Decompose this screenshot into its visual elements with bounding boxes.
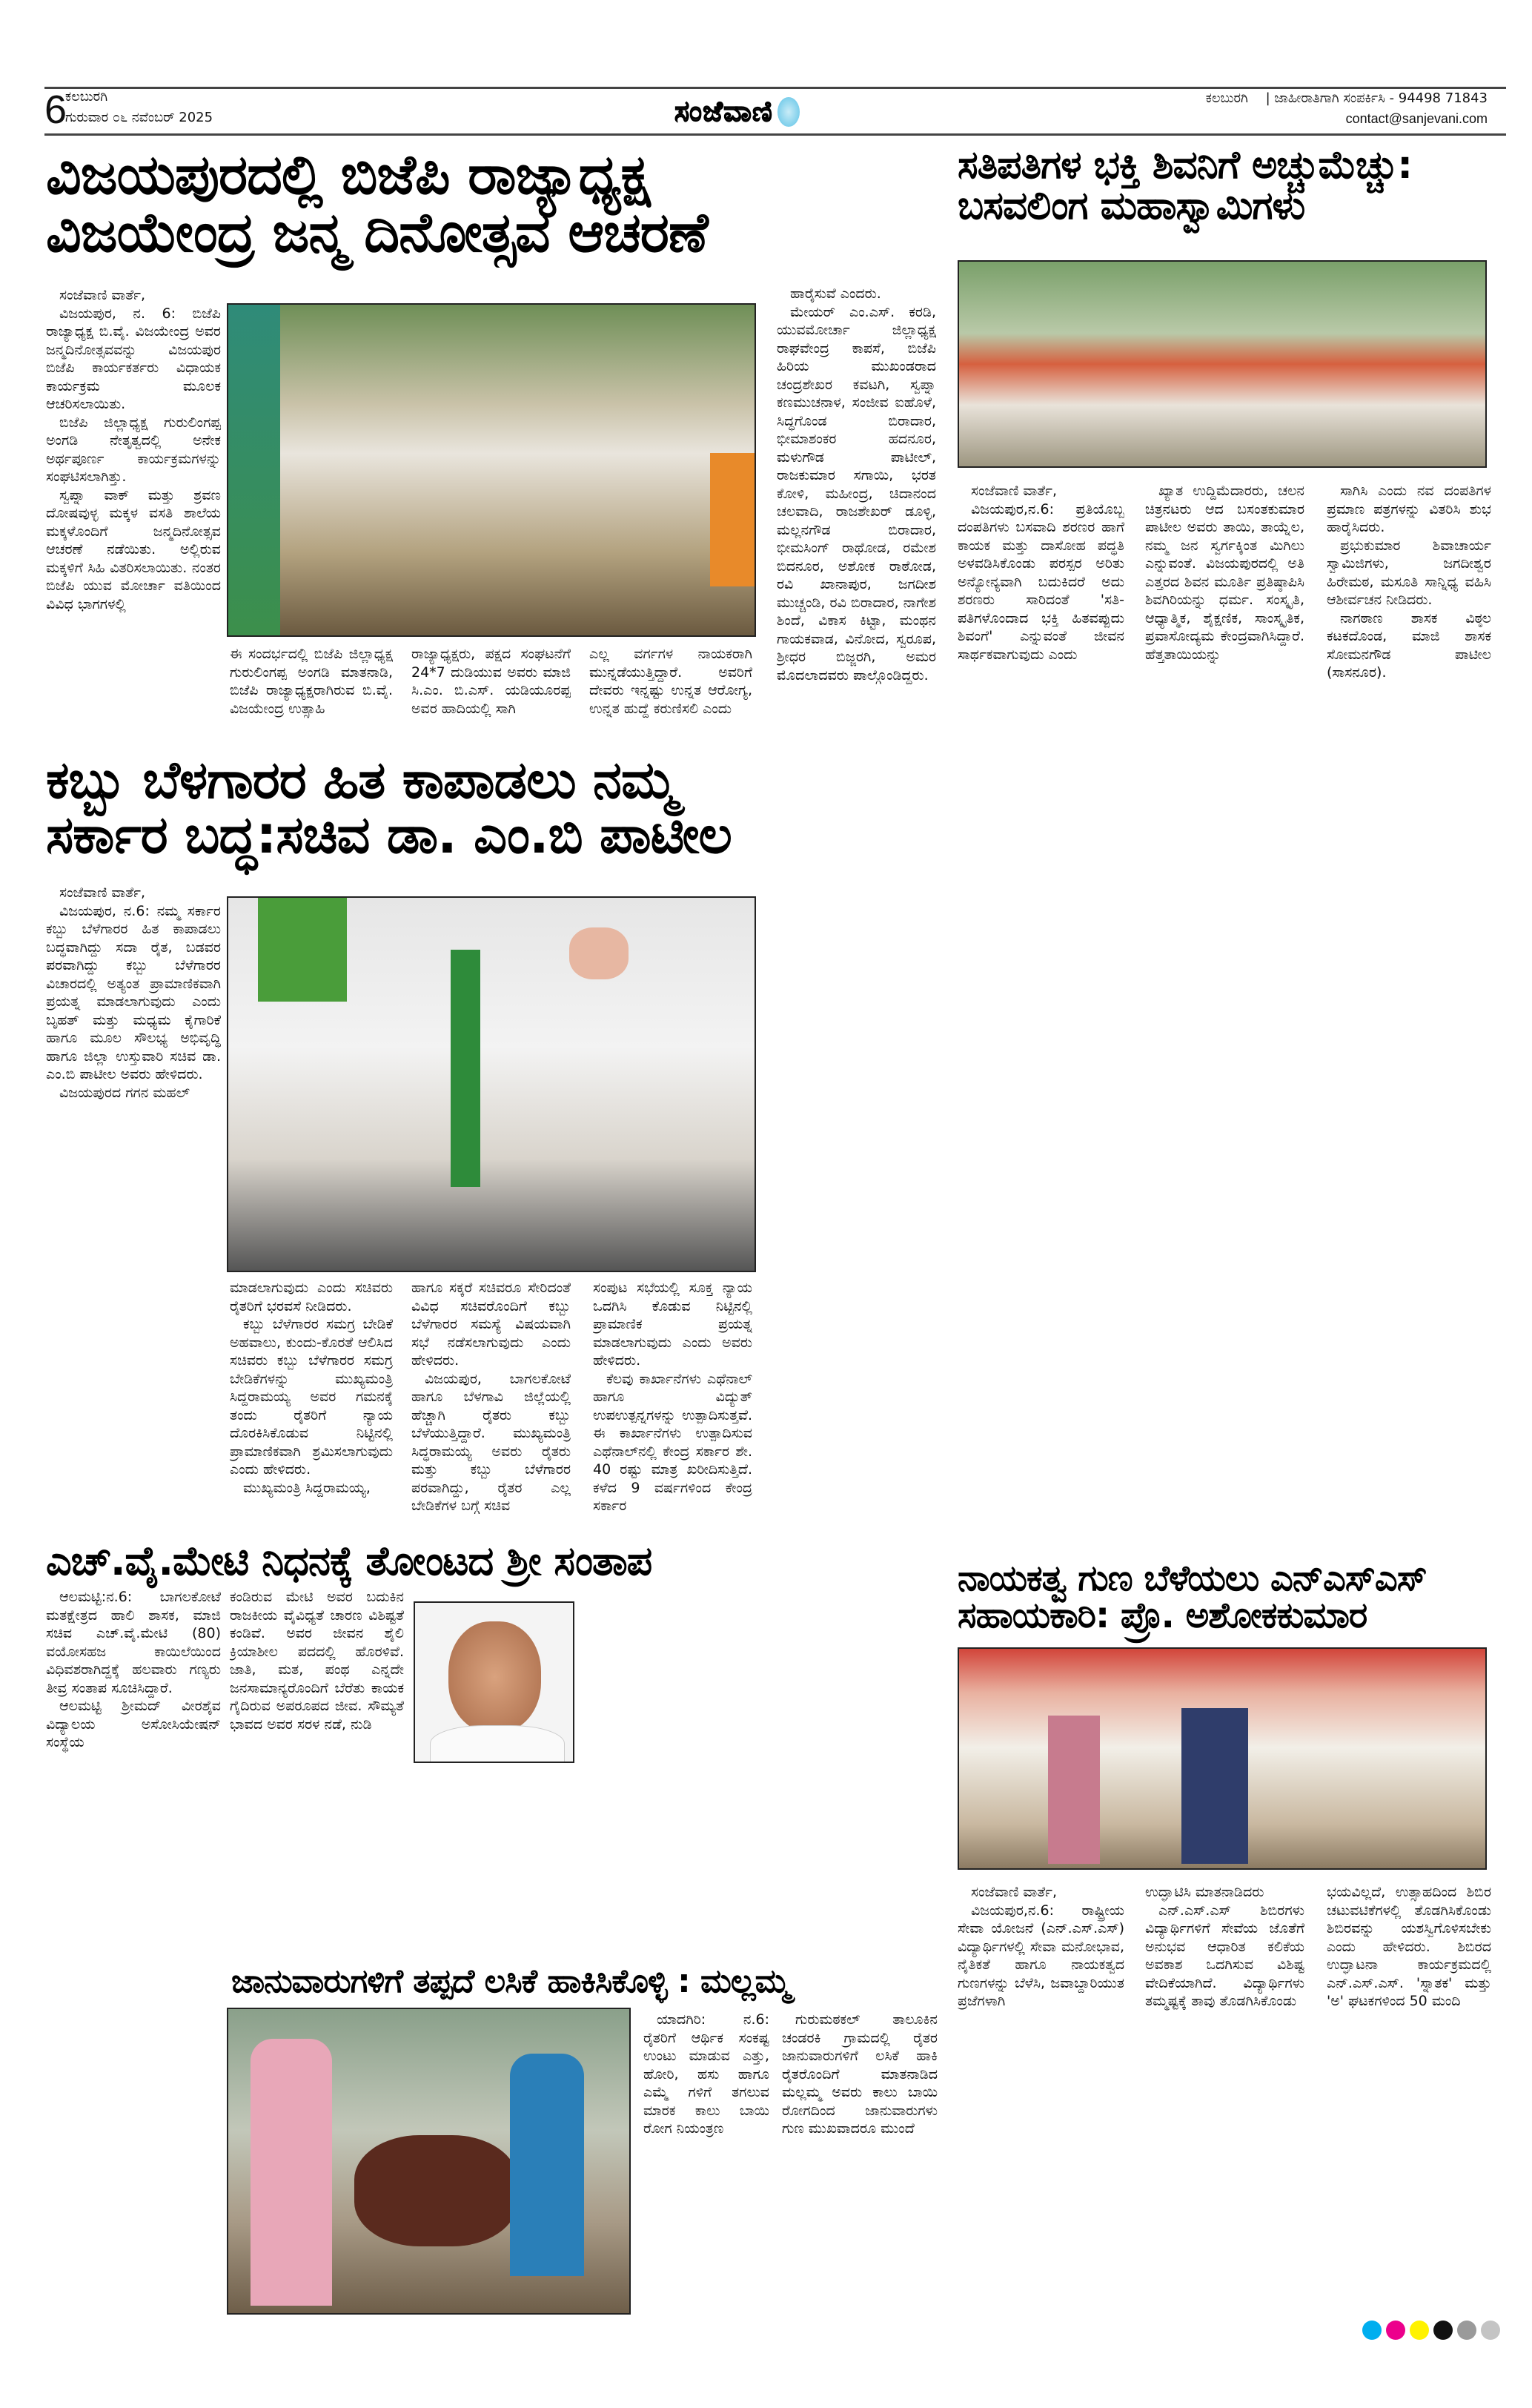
basavalinga-col-1 bbox=[958, 482, 1124, 1527]
paragraph: ಸಂಜೆವಾಣಿ ವಾರ್ತೆ, bbox=[59, 884, 146, 901]
header-right-city bbox=[1206, 90, 1488, 106]
paragraph: ನಾಗಠಾಣ ಶಾಸಕ ವಿಠ್ಠಲ ಕಟಕದೊಂಡ, ಮಾಜಿ ಶಾಸಕ ಸೋಮನಗೌಡ ಪಾಟೀಲ (ಸಾಸನೂರ). bbox=[1327, 609, 1491, 681]
logo-text: ಸಂಜೆವಾಣಿ bbox=[674, 95, 773, 128]
paragraph: ಸಂಜೆವಾಣಿ ವಾರ್ತೆ, bbox=[59, 287, 146, 303]
paragraph: ವಿಜಯಪುರದ ಗಗನ ಮಹಲ್ bbox=[59, 1084, 190, 1101]
paragraph: ಮೇಯರ್ ಎಂ.ಎಸ್. ಕರಡಿ, ಯುವಮೋರ್ಚಾ ಜಿಲ್ಲಾಧ್ಯಕ್ಷ ರಾಘವೇಂದ್ರ ಕಾಪಸೆ, ಬಿಜೆಪಿ ಹಿರಿಯ ಮುಖಂಡರಾದ ಚಂದ್ರಶೇಖರ ಕವಟಗಿ, ಸ್ವಪ್ನಾ ಕಣಮುಚನಾಳ, ಸಂಜೀವ ಐಹೊಳೆ, ಸಿದ್ಧಗೊಂಡ ಬಿರಾದಾರ, ಭೀಮಾಶಂಕರ ಹದನೂರ, ಮಳುಗೌಡ ಪಾಟೀಲ್, ರಾಜಕುಮಾರ ಸಗಾಯಿ, ಭರತ ಕೋಳಿ, ಮಹೀಂದ್ರ, ಚಿದಾನಂದ ಚಲವಾದಿ, ರಾಜಶೇಖರ್ ಡೂಳ್ಳಿ, ಮಲ್ಲನಗೌಡ ಬಿರಾದಾರ, ಭೀಮಸಿಂಗ್ ರಾಥೋಡ, ರಮೇಶ ಬಿದನೂರ, ಅಶೋಕ ರಾಠೋಡ, ರವಿ ಖಾನಾಪುರ, ಜಗದೀಶ ಮುಚ್ಚಂಡಿ, ರವಿ ಬಿರಾದಾರ, ನಾಗೇಶ ಶಿಂದೆ, ವಿಕಾಸ ಕಿಟ್ಟಾ, ಮಂಥನ ಗಾಯಕವಾಡ, ವಿನೋದ, ಸ್ವರೂಪ, ಶ್ರೀಧರ ಬಿಜ್ಜರಗಿ, ಅಮರ ಮೊದಲಾದವರು ಪಾಲ್ಗೊಂಡಿದ್ದರು. bbox=[777, 303, 936, 684]
vijayendra-caption-col-3: ಎಲ್ಲ ವರ್ಗಗಳ ನಾಯಕರಾಗಿ ಮುನ್ನಡೆಯುತ್ತಿದ್ದಾರೆ. ಅವರಿಗೆ ದೇವರು ಇನ್ನಷ್ಟು ಉನ್ನತ ಆರೋಗ್ಯ, ಉನ್ನತ ಹುದ್ದೆ ಕರುಣಿಸಲಿ ಎಂದು bbox=[589, 646, 752, 717]
vijayendra-caption-col-2: ರಾಜ್ಯಾಧ್ಯಕ್ಷರು, ಪಕ್ಷದ ಸಂಘಟನೆಗೆ 24*7 ದುಡಿಯುವ ಅವರು ಮಾಜಿ ಸಿ.ಎಂ. ಬಿ.ಎಸ್. ಯಡಿಯೂರಪ್ಪ ಅವರ ಹಾದಿಯಲ್ಲಿ ಸಾಗಿ bbox=[411, 646, 571, 717]
photo-couples-ceremony bbox=[958, 260, 1487, 468]
magenta-dot bbox=[1386, 2321, 1405, 2340]
paragraph: ಸಂಪುಟ ಸಭೆಯಲ್ಲಿ ಸೂಕ್ತ ನ್ಯಾಯ ಒದಗಿಸಿ ಕೊಡುವ ನಿಟ್ಟಿನಲ್ಲಿ ಪ್ರಾಮಾಣಿಕ ಪ್ರಯತ್ನ ಮಾಡಲಾಗುವುದು ಎಂದು ಅವರು ಹೇಳಿದರು. bbox=[593, 1280, 752, 1369]
headline-line: ಕಬ್ಬು ಬೆಳಗಾರರ ಹಿತ ಕಾಪಾಡಲು ನಮ್ಮ bbox=[46, 750, 677, 810]
lasike-col-2 bbox=[782, 2011, 938, 2322]
nss-col-3 bbox=[1327, 1883, 1491, 2328]
headline-vijayendra bbox=[46, 143, 943, 265]
paragraph: ಸಂಜೆವಾಣಿ ವಾರ್ತೆ, bbox=[971, 1884, 1058, 1900]
lasike-col-1 bbox=[643, 2011, 769, 2322]
meti-col-1 bbox=[46, 1588, 221, 2329]
paragraph: ವಿಜಯಪುರ,ನ.6: ಪ್ರತಿಯೊಬ್ಬ ದಂಪತಿಗಳು ಬಸವಾದಿ ಶರಣರ ಹಾಗೆ ಕಾಯಕ ಮತ್ತು ದಾಸೋಹ ಪದ್ಧತಿ ಅಳವಡಿಸಿಕೊಂಡು ಪರಸ್ಪರ ಅರಿತು ಅನ್ಯೋನ್ಯವಾಗಿ ಬದುಕಿದರೆ ಅದು ಶರಣರು ಸಾರಿದಂತೆ 'ಸತಿ-ಪತಿಗಳೊಂದಾದ ಭಕ್ತಿ ಹಿತವಪ್ಪುದು ಶಿವಂಗೆ' ಎನ್ನುವಂತೆ ಜೀವನ ಸಾರ್ಥಕವಾಗುವುದು ಎಂದು bbox=[958, 500, 1124, 663]
yellow-dot bbox=[1410, 2321, 1429, 2340]
paragraph: ಮಾಡಲಾಗುವುದು ಎಂದು ಸಚಿವರು ರೈತರಿಗೆ ಭರವಸೆ ನೀಡಿದರು. bbox=[230, 1280, 393, 1314]
headline-line: ಸತಿಪತಿಗಳ ಭಕ್ತಿ ಶಿವನಿಗೆ ಅಚ್ಚುಮೆಚ್ಚು: bbox=[958, 143, 1413, 188]
vijayendra-col-right bbox=[777, 285, 936, 752]
headline-kabbu bbox=[46, 750, 943, 865]
headline-line: ಸಹಾಯಕಾರಿ: ಪ್ರೊ. ಅಶೋಕಕುಮಾರ bbox=[958, 1595, 1367, 1637]
vijayendra-col-left bbox=[46, 286, 221, 746]
kabbu-col-3 bbox=[593, 1279, 752, 1531]
paragraph: ಯಾದಗಿರಿ: ನ.6: ರೈತರಿಗೆ ಆರ್ಥಿಕ ಸಂಕಷ್ಟ ಉಂಟು ಮಾಡುವ ಎತ್ತು, ಹೋರಿ, ಹಸು ಹಾಗೂ ಎಮ್ಮೆ ಗಳಿಗೆ ತಗಲುವ ಮಾರಕ ಕಾಲು ಬಾಯಿ ರೋಗ ನಿಯಂತ್ರಣ bbox=[643, 2011, 769, 2137]
paragraph: ಎನ್.ಎಸ್.ಎಸ್ ಶಿಬಿರಗಳು ವಿದ್ಯಾರ್ಥಿಗಳಿಗೆ ಸೇವೆಯ ಜೊತೆಗೆ ಅನುಭವ ಆಧಾರಿತ ಕಲಿಕೆಯ ಅವಕಾಶ ಒದಗಿಸುವ ವಿಶಿಷ್ಟ ವೇದಿಕೆಯಾಗಿದೆ. ವಿದ್ಯಾರ್ಥಿಗಳು ತಮ್ಮಷ್ಟಕ್ಕೆ ತಾವು ತೊಡಗಿಸಿಕೊಂಡು bbox=[1145, 1902, 1304, 2009]
paragraph: ಖ್ಯಾತ ಉದ್ದಿಮೆದಾರರು, ಚಲನ ಚಿತ್ರನಟರು ಆದ ಬಸಂತಕುಮಾರ ಪಾಟೀಲ ಅವರು ತಾಯಿ, ತಾಯ್ನೆಲ, ನಮ್ಮ ಜನ ಸ್ವರ್ಗಕ್ಕಿಂತ ಮಿಗಿಲು ಎನ್ನುವಂತೆ. ವಿಜಯಪುರದಲ್ಲಿ ಅತಿ ಎತ್ತರದ ಶಿವನ ಮೂರ್ತಿ ಪ್ರತಿಷ್ಠಾಪಿಸಿ ಶಿವಗಿರಿಯನ್ನು ಧರ್ಮ. ಸಂಸ್ಕೃತಿ, ಆಧ್ಯಾತ್ಮಿಕ, ಶೈಕ್ಷಣಿಕ, ಸಾಂಸ್ಕೃತಿಕ, ಪ್ರವಾಸೋದ್ಯಮ ಕೇಂದ್ರವಾಗಿಸಿದ್ದಾರೆ. ಹೆತ್ತತಾಯಿಯನ್ನು bbox=[1145, 483, 1304, 663]
paragraph: ವಿಜಯಪುರ, ಬಾಗಲಕೋಟೆ ಹಾಗೂ ಬೆಳಗಾವಿ ಜಿಲ್ಲೆಯಲ್ಲಿ ಹೆಚ್ಚಾಗಿ ರೈತರು ಕಬ್ಬು ಬೆಳೆಯುತ್ತಿದ್ದಾರೆ. ಮುಖ್ಯಮಂತ್ರಿ ಸಿದ್ಧರಾಮಯ್ಯ ಅವರು ರೈತರು ಮತ್ತು ಕಬ್ಬು ಬೆಳೆಗಾರರ ಪರವಾಗಿದ್ದು, ರೈತರ ಎಲ್ಲ ಬೇಡಿಕೆಗಳ ಬಗ್ಗೆ ಸಚಿವ bbox=[411, 1370, 571, 1514]
photo-minister-meeting bbox=[227, 896, 756, 1272]
issue-date: ಗುರುವಾರ ೦೬ ನವೆಂಬರ್ 2025 bbox=[65, 110, 213, 125]
contact-email[interactable]: contact@sanjevani.com bbox=[1345, 111, 1488, 126]
paragraph: ಕಬ್ಬು ಬೆಳೆಗಾರರ ಸಮಗ್ರ ಬೇಡಿಕೆ ಅಹವಾಲು, ಕುಂದು-ಕೊರತೆ ಆಲಿಸಿದ ಸಚಿವರು ಕಬ್ಬು ಬೆಳೆಗಾರರ ಸಮಗ್ರ ಬೇಡಿಕೆಗಳನ್ನು ಮುಖ್ಯಮಂತ್ರಿ ಸಿದ್ದರಾಮಯ್ಯ ಅವರ ಗಮನಕ್ಕೆ ತಂದು ರೈತರಿಗೆ ನ್ಯಾಯ ದೊರಕಿಸಿಕೊಡುವ ನಿಟ್ಟಿನಲ್ಲಿ ಪ್ರಾಮಾಣಿಕವಾಗಿ ಶ್ರಮಿಸಲಾಗುವುದು ಎಂದು ಹೇಳಿದರು. bbox=[230, 1316, 393, 1478]
newspaper-logo bbox=[674, 95, 800, 128]
logo-emblem-icon bbox=[777, 97, 800, 127]
portrait-hy-meti bbox=[414, 1601, 574, 1763]
vijayendra-caption-col-1: ಈ ಸಂದರ್ಭದಲ್ಲಿ ಬಿಜೆಪಿ ಜಿಲ್ಲಾಧ್ಯಕ್ಷ ಗುರುಲಿಂಗಪ್ಪ ಅಂಗಡಿ ಮಾತನಾಡಿ, ಬಿಜೆಪಿ ರಾಜ್ಯಾಧ್ಯಕ್ಷರಾಗಿರುವ ಬಿ.ವೈ. ವಿಜಯೇಂದ್ರ ಉತ್ಸಾಹಿ bbox=[230, 646, 393, 717]
paragraph: ವಿಜಯಪುರ,ನ.6: ರಾಷ್ಟ್ರೀಯ ಸೇವಾ ಯೋಜನೆ (ಎನ್.ಎಸ್.ಎಸ್) ವಿದ್ಯಾರ್ಥಿಗಳಲ್ಲಿ ಸೇವಾ ಮನೋಭಾವ, ನೈತಿಕತೆ ಹಾಗೂ ನಾಯಕತ್ವದ ಗುಣಗಳನ್ನು ಬೆಳೆಸಿ, ಜವಾಬ್ದಾರಿಯುತ ಪ್ರಜೆಗಳಾಗಿ bbox=[958, 1902, 1124, 2009]
paragraph: ಉದ್ಘಾಟಿಸಿ ಮಾತನಾಡಿದರು bbox=[1145, 1884, 1264, 1900]
headline-lasike: ಜಾನುವಾರುಗಳಿಗೆ ತಪ್ಪದೆ ಲಸಿಕೆ ಹಾಕಿಸಿಕೊಳ್ಳಿ : ಮಲ್ಲಮ್ಮ bbox=[231, 1962, 790, 2000]
paragraph: ಆಲಮಟ್ಟಿ ಶ್ರೀಮದ್ ವೀರಶೈವ ವಿದ್ಯಾಲಯ ಅಸೋಸಿಯೇಷನ್ ಸಂಸ್ಥೆಯ bbox=[46, 1698, 221, 1750]
light-grey-dot bbox=[1481, 2321, 1500, 2340]
kabbu-col-1 bbox=[230, 1279, 393, 1531]
masthead-top-rule bbox=[44, 87, 1506, 89]
masthead-bottom-rule bbox=[44, 133, 1506, 136]
paragraph: ಸಂಜೆವಾಣಿ ವಾರ್ತೆ, bbox=[971, 483, 1058, 499]
paragraph: ಹಾಗೂ ಸಕ್ಕರೆ ಸಚಿವರೂ ಸೇರಿದಂತೆ ವಿವಿಧ ಸಚಿವರೊಂದಿಗೆ ಕಬ್ಬು ಬೆಳೆಗಾರರ ಸಮಸ್ಯೆ ವಿಷಯವಾಗಿ ಸಭೆ ನಡೆಸಲಾಗುವುದು ಎಂದು ಹೇಳಿದರು. bbox=[411, 1280, 571, 1369]
headline-line: ಸರ್ಕಾರ ಬದ್ಧ:ಸಚಿವ ಡಾ. ಎಂ.ಬಿ ಪಾಟೀಲ bbox=[46, 804, 732, 865]
ad-contact: | ಜಾಹೀರಾತಿಗಾಗಿ ಸಂಪರ್ಕಿಸಿ - 94498 71843 bbox=[1265, 90, 1488, 106]
headline-line: ವಿಜಯೇಂದ್ರ ಜನ್ಮ ದಿನೋತ್ಸವ ಆಚರಣೆ bbox=[46, 200, 708, 265]
paragraph: ವಿಜಯಪುರ, ನ. 6: ಬಿಜೆಪಿ ರಾಜ್ಯಾಧ್ಯಕ್ಷ ಬಿ.ವೈ. ವಿಜಯೇಂದ್ರ ಅವರ ಜನ್ಮದಿನೋತ್ಸವವನ್ನು ವಿಜಯಪುರ ಬಿಜೆಪಿ ಕಾರ್ಯಕರ್ತರು ವಿಧಾಯಕ ಕಾರ್ಯಕ್ರಮ ಮೂಲಕ ಆಚರಿಸಲಾಯಿತು. bbox=[46, 305, 221, 412]
paragraph: ಪ್ರಭುಕುಮಾರ ಶಿವಾಚಾರ್ಯ ಸ್ವಾಮಿಜಿಗಳು, ಜಗದೀಶ್ವರ ಹಿರೇಮಠ, ಮಸೂತಿ ಸಾನ್ನಿಧ್ಯ ವಹಿಸಿ ಆಶೀರ್ವಚನ ನೀಡಿದರು. bbox=[1327, 537, 1491, 608]
edition-city: ಕಲಬುರಗಿ bbox=[65, 89, 108, 105]
print-color-marks bbox=[1358, 2321, 1500, 2343]
black-dot bbox=[1433, 2321, 1453, 2340]
kabbu-col-2 bbox=[411, 1279, 571, 1531]
kabbu-col-left bbox=[46, 884, 221, 1529]
headline-line: ಬಸವಲಿಂಗ ಮಹಾಸ್ವಾಮಿಗಳು bbox=[958, 183, 1305, 228]
paragraph: ಹಾರೈಸುವೆ ಎಂದರು. bbox=[790, 285, 881, 302]
paragraph: ವಿಜಯಪುರ, ನ.6: ನಮ್ಮ ಸರ್ಕಾರ ಕಬ್ಬು ಬೆಳೆಗಾರರ ಹಿತ ಕಾಪಾಡಲು ಬದ್ಧವಾಗಿದ್ದು ಸದಾ ರೈತ, ಬಡವರ ಪರವಾಗಿದ್ದು ಕಬ್ಬು ಬೆಳೆಗಾರರ ವಿಚಾರದಲ್ಲಿ ಅತ್ಯಂತ ಪ್ರಾಮಾಣಿಕವಾಗಿ ಪ್ರಯತ್ನ ಮಾಡಲಾಗುವುದು ಎಂದು ಬೃಹತ್ ಮತ್ತು ಮಧ್ಯಮ ಕೈಗಾರಿಕೆ ಹಾಗೂ ಮೂಲ ಸೌಲಭ್ಯ ಅಭಿವೃದ್ಧಿ ಹಾಗೂ ಜಿಲ್ಲಾ ಉಸ್ತುವಾರಿ ಸಚಿವ ಡಾ. ಎಂ.ಬಿ ಪಾಟೀಲ ಅವರು ಹೇಳಿದರು. bbox=[46, 902, 221, 1082]
page-number: 6 bbox=[44, 87, 67, 132]
paragraph: ಕಂಡಿರುವ ಮೇಟಿ ಅವರ ಬದುಕಿನ ರಾಜಕೀಯ ವೈವಿಧ್ಯತೆ ಚಾರಣ ವಿಶಿಷ್ಟತೆ ಕಂಡಿವೆ. ಅವರ ಜೀವನ ಶೈಲಿ ಕ್ರಿಯಾಶೀಲ ಪದದಲ್ಲಿ ಹೊರಳಿವೆ. ಜಾತಿ, ಮತ, ಪಂಥ ಎನ್ನದೇ ಜನಸಾಮಾನ್ಯರೊಂದಿಗೆ ಬೆರೆತು ಕಾಯಕ ಗೈದಿರುವ ಅಪರೂಪದ ಜೀವ. ಸೌಮ್ಯತೆ ಭಾವದ ಅವರ ಸರಳ ನಡೆ, ನುಡಿ bbox=[230, 1589, 404, 1733]
headline-basavalinga bbox=[958, 145, 1491, 226]
cyan-dot bbox=[1362, 2321, 1382, 2340]
basavalinga-col-2 bbox=[1145, 482, 1304, 1527]
nss-col-2 bbox=[1145, 1883, 1304, 2328]
paragraph: ಆಲಮಟ್ಟಿ:ನ.6: ಬಾಗಲಕೋಟೆ ಮತಕ್ಷೇತ್ರದ ಹಾಲಿ ಶಾಸಕ, ಮಾಜಿ ಸಚಿವ ಎಚ್.ವೈ.ಮೇಟಿ (80) ವಯೋಸಹಜ ಕಾಯಿಲೆಯಿಂದ ವಿಧಿವಶರಾಗಿದ್ದಕ್ಕೆ ಹಲವಾರು ಗಣ್ಯರು ತೀವ್ರ ಸಂತಾಪ ಸೂಚಿಸಿದ್ದಾರೆ. bbox=[46, 1589, 221, 1696]
paragraph: ಭಯವಿಲ್ಲದೆ, ಉತ್ಸಾಹದಿಂದ ಶಿಬಿರ ಚಟುವಟಿಕೆಗಳಲ್ಲಿ ತೊಡಗಿಸಿಕೊಂಡು ಶಿಬಿರವನ್ನು ಯಶಸ್ವಿಗೊಳಿಸಬೇಕು ಎಂದು ಹೇಳಿದರು. ಶಿಬಿರದ ಉದ್ಘಾಟನಾ ಕಾರ್ಯಕ್ರಮದಲ್ಲಿ ಎನ್.ಎಸ್.ಎಸ್. 'ಸ್ನಾತಕ' ಮತ್ತು 'ಅ' ಘಟಕಗಳಿಂದ 50 ಮಂದಿ bbox=[1327, 1884, 1491, 2009]
paragraph: ಕೆಲವು ಕಾರ್ಖಾನೆಗಳು ಎಥೆನಾಲ್ ಹಾಗೂ ವಿದ್ಯುತ್ ಉಪಉತ್ಪನ್ನಗಳನ್ನು ಉತ್ಪಾದಿಸುತ್ತವೆ. ಈ ಕಾರ್ಖಾನೆಗಳು ಉತ್ಪಾದಿಸುವ ಎಥೆನಾಲ್‌ನಲ್ಲಿ ಕೇಂದ್ರ ಸರ್ಕಾರ ಶೇ. 40 ರಷ್ಟು ಮಾತ್ರ ಖರೀದಿಸುತ್ತಿದೆ. ಕಳೆದ 9 ವರ್ಷಗಳಿಂದ ಕೇಂದ್ರ ಸರ್ಕಾರ bbox=[593, 1370, 752, 1514]
headline-line: ನಾಯಕತ್ವ ಗುಣ ಬೆಳೆಯಲು ಎನ್‌ಎಸ್‌ಎಸ್ bbox=[958, 1558, 1427, 1599]
meti-col-2 bbox=[230, 1588, 404, 1959]
paragraph: ಸಾಗಿಸಿ ಎಂದು ನವ ದಂಪತಿಗಳ ಪ್ರಮಾಣ ಪತ್ರಗಳನ್ನು ವಿತರಿಸಿ ಶುಭ ಹಾರೈಸಿದರು. bbox=[1327, 483, 1491, 535]
nss-col-1 bbox=[958, 1883, 1124, 2328]
headline-line: ವಿಜಯಪುರದಲ್ಲಿ ಬಿಜೆಪಿ ರಾಜ್ಯಾಧ್ಯಕ್ಷ bbox=[46, 143, 650, 207]
headline-meti: ಎಚ್.ವೈ.ಮೇಟಿ ನಿಧನಕ್ಕೆ ತೋಂಟದ ಶ್ರೀ ಸಂತಾಪ bbox=[46, 1538, 652, 1584]
paragraph: ಸ್ವಪ್ನಾ ವಾಕ್ ಮತ್ತು ಶ್ರವಣ ದೋಷವುಳ್ಳ ಮಕ್ಕಳ ವಸತಿ ಶಾಲೆಯ ಮಕ್ಕಳೊಂದಿಗೆ ಜನ್ಮದಿನೋತ್ಸವ ಆಚರಣೆ ನಡೆಯಿತು. ಅಲ್ಲಿರುವ ಮಕ್ಕಳಿಗೆ ಸಿಹಿ ವಿತರಿಸಲಾಯಿತು. ನಂತರ ಬಿಜೆಪಿ ಯುವ ಮೋರ್ಚಾ ವತಿಯಿಂದ ವಿವಿಧ ಭಾಗಗಳಲ್ಲಿ bbox=[46, 486, 221, 612]
paragraph: ಗುರುಮಠಕಲ್ ತಾಲೂಕಿನ ಚಂಡರಕಿ ಗ್ರಾಮದಲ್ಲಿ ರೈತರ ಜಾನುವಾರುಗಳಿಗೆ ಲಸಿಕೆ ಹಾಕಿ ರೈತರೊಂದಿಗೆ ಮಾತನಾಡಿದ ಮಲ್ಲಮ್ಮ ಅವರು ಕಾಲು ಬಾಯಿ ರೋಗದಿಂದ ಜಾನುವಾರುಗಳು ಗುಣ ಮುಖವಾದರೂ ಮುಂದೆ bbox=[782, 2011, 938, 2137]
grey-dot bbox=[1457, 2321, 1476, 2340]
right-city: ಕಲಬುರಗಿ bbox=[1205, 90, 1248, 106]
photo-tree-planting bbox=[227, 303, 756, 637]
basavalinga-col-3 bbox=[1327, 482, 1491, 1527]
photo-nss-camp bbox=[958, 1647, 1487, 1870]
headline-nss bbox=[958, 1560, 1491, 1635]
paragraph: ಮುಖ್ಯಮಂತ್ರಿ ಸಿದ್ದರಾಮಯ್ಯ, bbox=[243, 1479, 371, 1496]
photo-cattle-vaccination bbox=[227, 2008, 631, 2315]
paragraph: ಬಿಜೆಪಿ ಜಿಲ್ಲಾಧ್ಯಕ್ಷ ಗುರುಲಿಂಗಪ್ಪ ಅಂಗಡಿ ನೇತೃತ್ವದಲ್ಲಿ ಅನೇಕ ಅರ್ಥಪೂರ್ಣ ಕಾರ್ಯಕ್ರಮಗಳನ್ನು ಸಂಘಟಿಸಲಾಗಿತ್ತು. bbox=[46, 414, 221, 485]
